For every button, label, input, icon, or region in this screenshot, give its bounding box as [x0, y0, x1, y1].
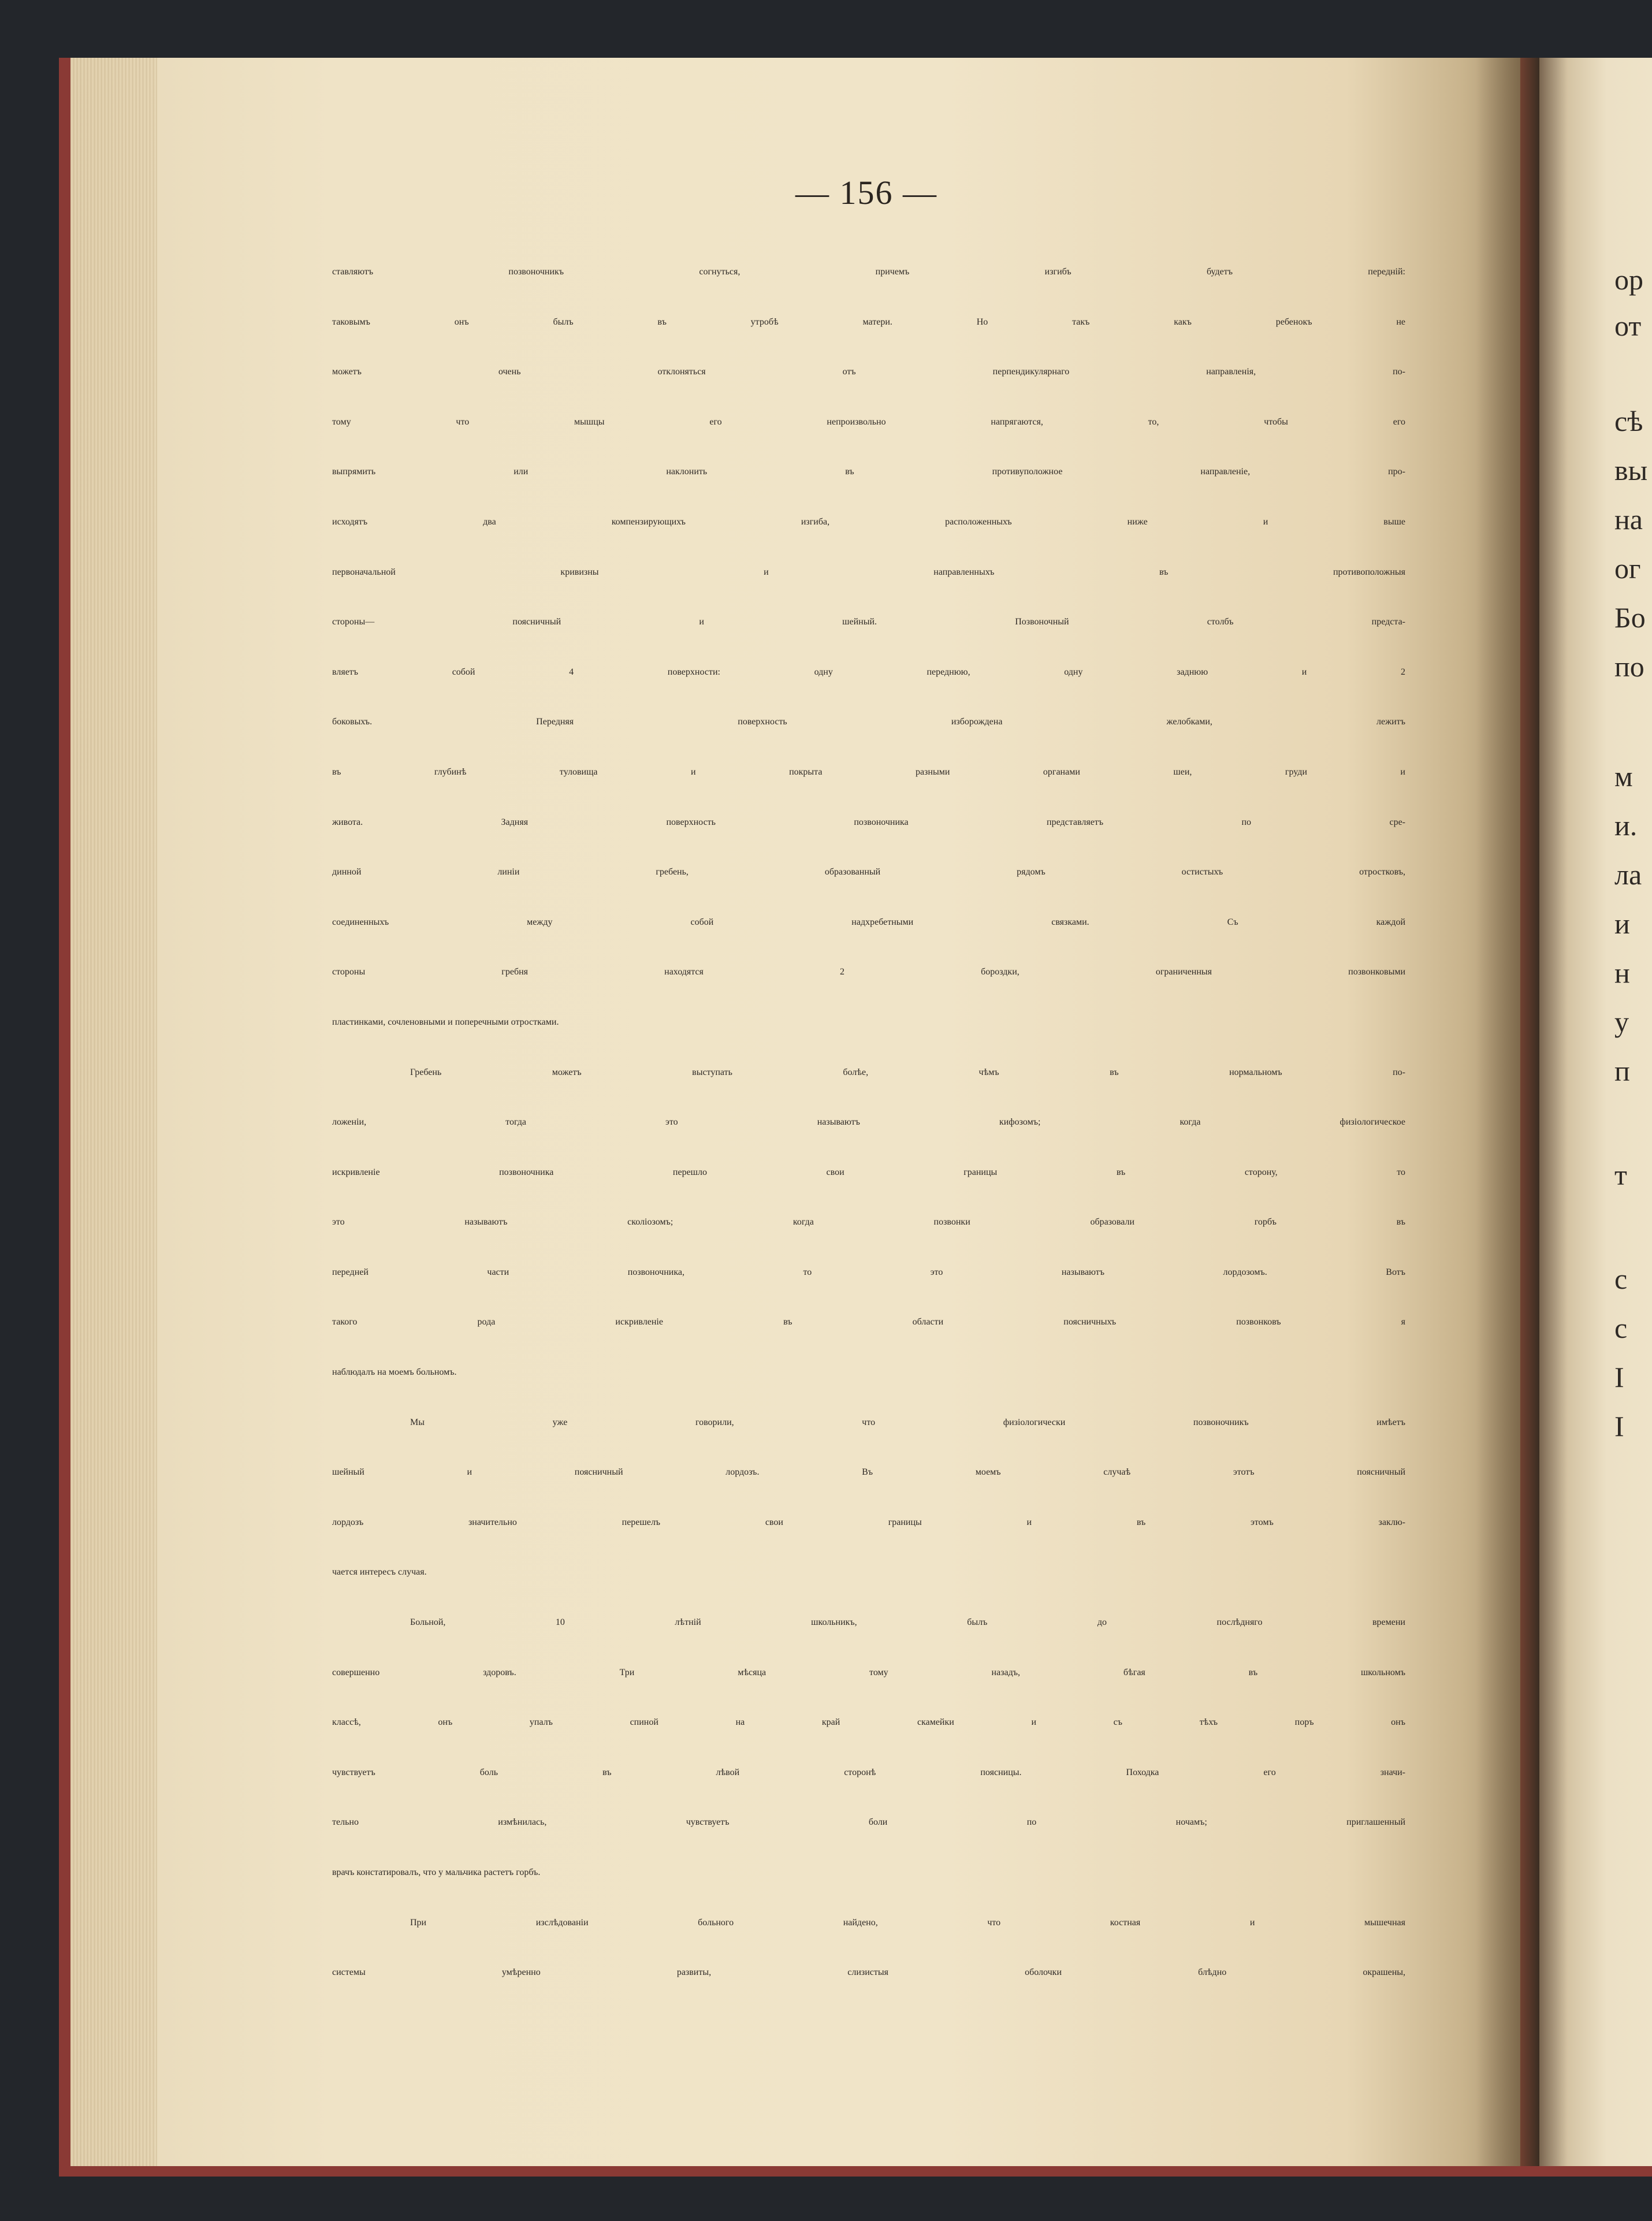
text-line: живота. Задняя поверхность позвоночника представляетъ по сре- — [332, 817, 1405, 827]
text-line: классѣ, онъ упалъ спиной на край скамейки и съ тѣхъ поръ онъ — [332, 1717, 1405, 1728]
text-line: вляетъ собой 4 поверхности: одну переднюю, одну заднюю и 2 — [332, 667, 1405, 677]
page-edges — [70, 58, 157, 2166]
page-number: — 156 — — [795, 174, 937, 211]
fragment: Бо — [1614, 601, 1646, 634]
fragment: I — [1614, 1410, 1624, 1442]
text-line: чувствуетъ боль въ лѣвой сторонѣ поясницы. Походка его значи- — [332, 1767, 1405, 1777]
text-line: Больной, 10 лѣтній школьникъ, былъ до послѣдняго времени — [410, 1617, 1405, 1628]
text-line: тому что мышцы его непроизвольно напрягаются, то, чтобы его — [332, 416, 1405, 427]
text-line: стороны— поясничный и шейный. Позвоночный столбъ предста- — [332, 617, 1405, 627]
fragment: м — [1614, 760, 1633, 793]
text-line: врачъ констатировалъ, что у мальчика растетъ горбъ. — [332, 1867, 541, 1877]
fragment: на — [1614, 503, 1643, 535]
fragment: от — [1614, 310, 1642, 342]
right-page-fragments — [1539, 58, 1652, 2166]
fragment: и — [1614, 907, 1630, 940]
text-line: совершенно здоровъ. Три мѣсяца тому назадъ, бѣгая въ школьномъ — [332, 1667, 1405, 1677]
text-line: ложеніи, тогда это называютъ кифозомъ; когда физіологическое — [332, 1117, 1405, 1128]
text-line: соединенныхъ между собой надхребетными связками. Съ каждой — [332, 917, 1405, 927]
text-line: передней части позвоночника, то это называютъ лордозомъ. Вотъ — [332, 1267, 1405, 1277]
text-line: можетъ очень отклоняться отъ перпендикулярнаго направленія, по- — [332, 367, 1405, 377]
fragment: и. — [1614, 809, 1638, 842]
text-line: стороны гребня находятся 2 бороздки, ограниченныя позвонковыми — [332, 967, 1405, 977]
fragment: ор — [1614, 263, 1643, 296]
text-line: шейный и поясничный лордозъ. Въ моемъ случаѣ этотъ поясничный — [332, 1467, 1405, 1478]
fragment: I — [1614, 1361, 1624, 1393]
text-line: исходятъ два компензирующихъ изгиба, расположенныхъ ниже и выше — [332, 516, 1405, 527]
text-line: динной линіи гребень, образованный рядомъ остистыхъ отростковъ, — [332, 867, 1405, 877]
text-line: такого рода искривленіе въ области поясничныхъ позвонковъ я — [332, 1317, 1405, 1327]
fragment: сѣ — [1614, 405, 1643, 437]
fragment: с — [1614, 1263, 1628, 1295]
text-line: первоначальной кривизны и направленныхъ въ противоположныя — [332, 567, 1405, 577]
text-line: лордозъ значительно перешелъ свои границы и въ этомъ заклю- — [332, 1517, 1405, 1527]
text-line: Гребень можетъ выступать болѣе, чѣмъ въ нормальномъ по- — [410, 1067, 1405, 1077]
fragment: н — [1614, 957, 1630, 989]
text-line: системы умѣренно развиты, слизистыя оболочки блѣдно окрашены, — [332, 1967, 1405, 1978]
text-line: пластинками, сочленовными и поперечными отростками. — [332, 1017, 559, 1027]
text-line: тельно измѣнилась, чувствуетъ боли по ночамъ; приглашенный — [332, 1817, 1405, 1828]
text-line: боковыхъ. Передняя поверхность изборождена желобками, лежитъ — [332, 717, 1405, 727]
text-line: искривленіе позвоночника перешло свои границы въ сторону, то — [332, 1167, 1405, 1177]
fragment: ог — [1614, 552, 1641, 585]
fragment: п — [1614, 1055, 1630, 1087]
fragment: по — [1614, 650, 1644, 683]
text-line: При изслѣдованіи больного найдено, что костная и мышечная — [410, 1917, 1405, 1928]
fragment: у — [1614, 1006, 1629, 1038]
text-line: выпрямить или наклонить въ противуположное направленіе, про- — [332, 467, 1405, 477]
page-text — [332, 267, 1405, 2018]
text-line: таковымъ онъ былъ въ утробѣ матери. Но такъ какъ ребенокъ не — [332, 317, 1405, 327]
text-line: Мы уже говорили, что физіологически позвоночникъ имѣетъ — [410, 1417, 1405, 1427]
text-line: наблюдалъ на моемъ больномъ. — [332, 1367, 457, 1378]
text-line: ставляютъ позвоночникъ согнуться, причемъ изгибъ будетъ передній: — [332, 267, 1405, 277]
book-gutter — [1476, 58, 1539, 2166]
text-line: въ глубинѣ туловища и покрыта разными органами шеи, груди и — [332, 767, 1405, 777]
text-line: чается интересъ случая. — [332, 1567, 427, 1578]
text-line: это называютъ сколіозомъ; когда позвонки образовали горбъ въ — [332, 1217, 1405, 1227]
fragment: с — [1614, 1312, 1628, 1344]
fragment: ла — [1614, 858, 1642, 891]
fragment: т — [1614, 1159, 1627, 1191]
fragment: вы — [1614, 454, 1648, 486]
